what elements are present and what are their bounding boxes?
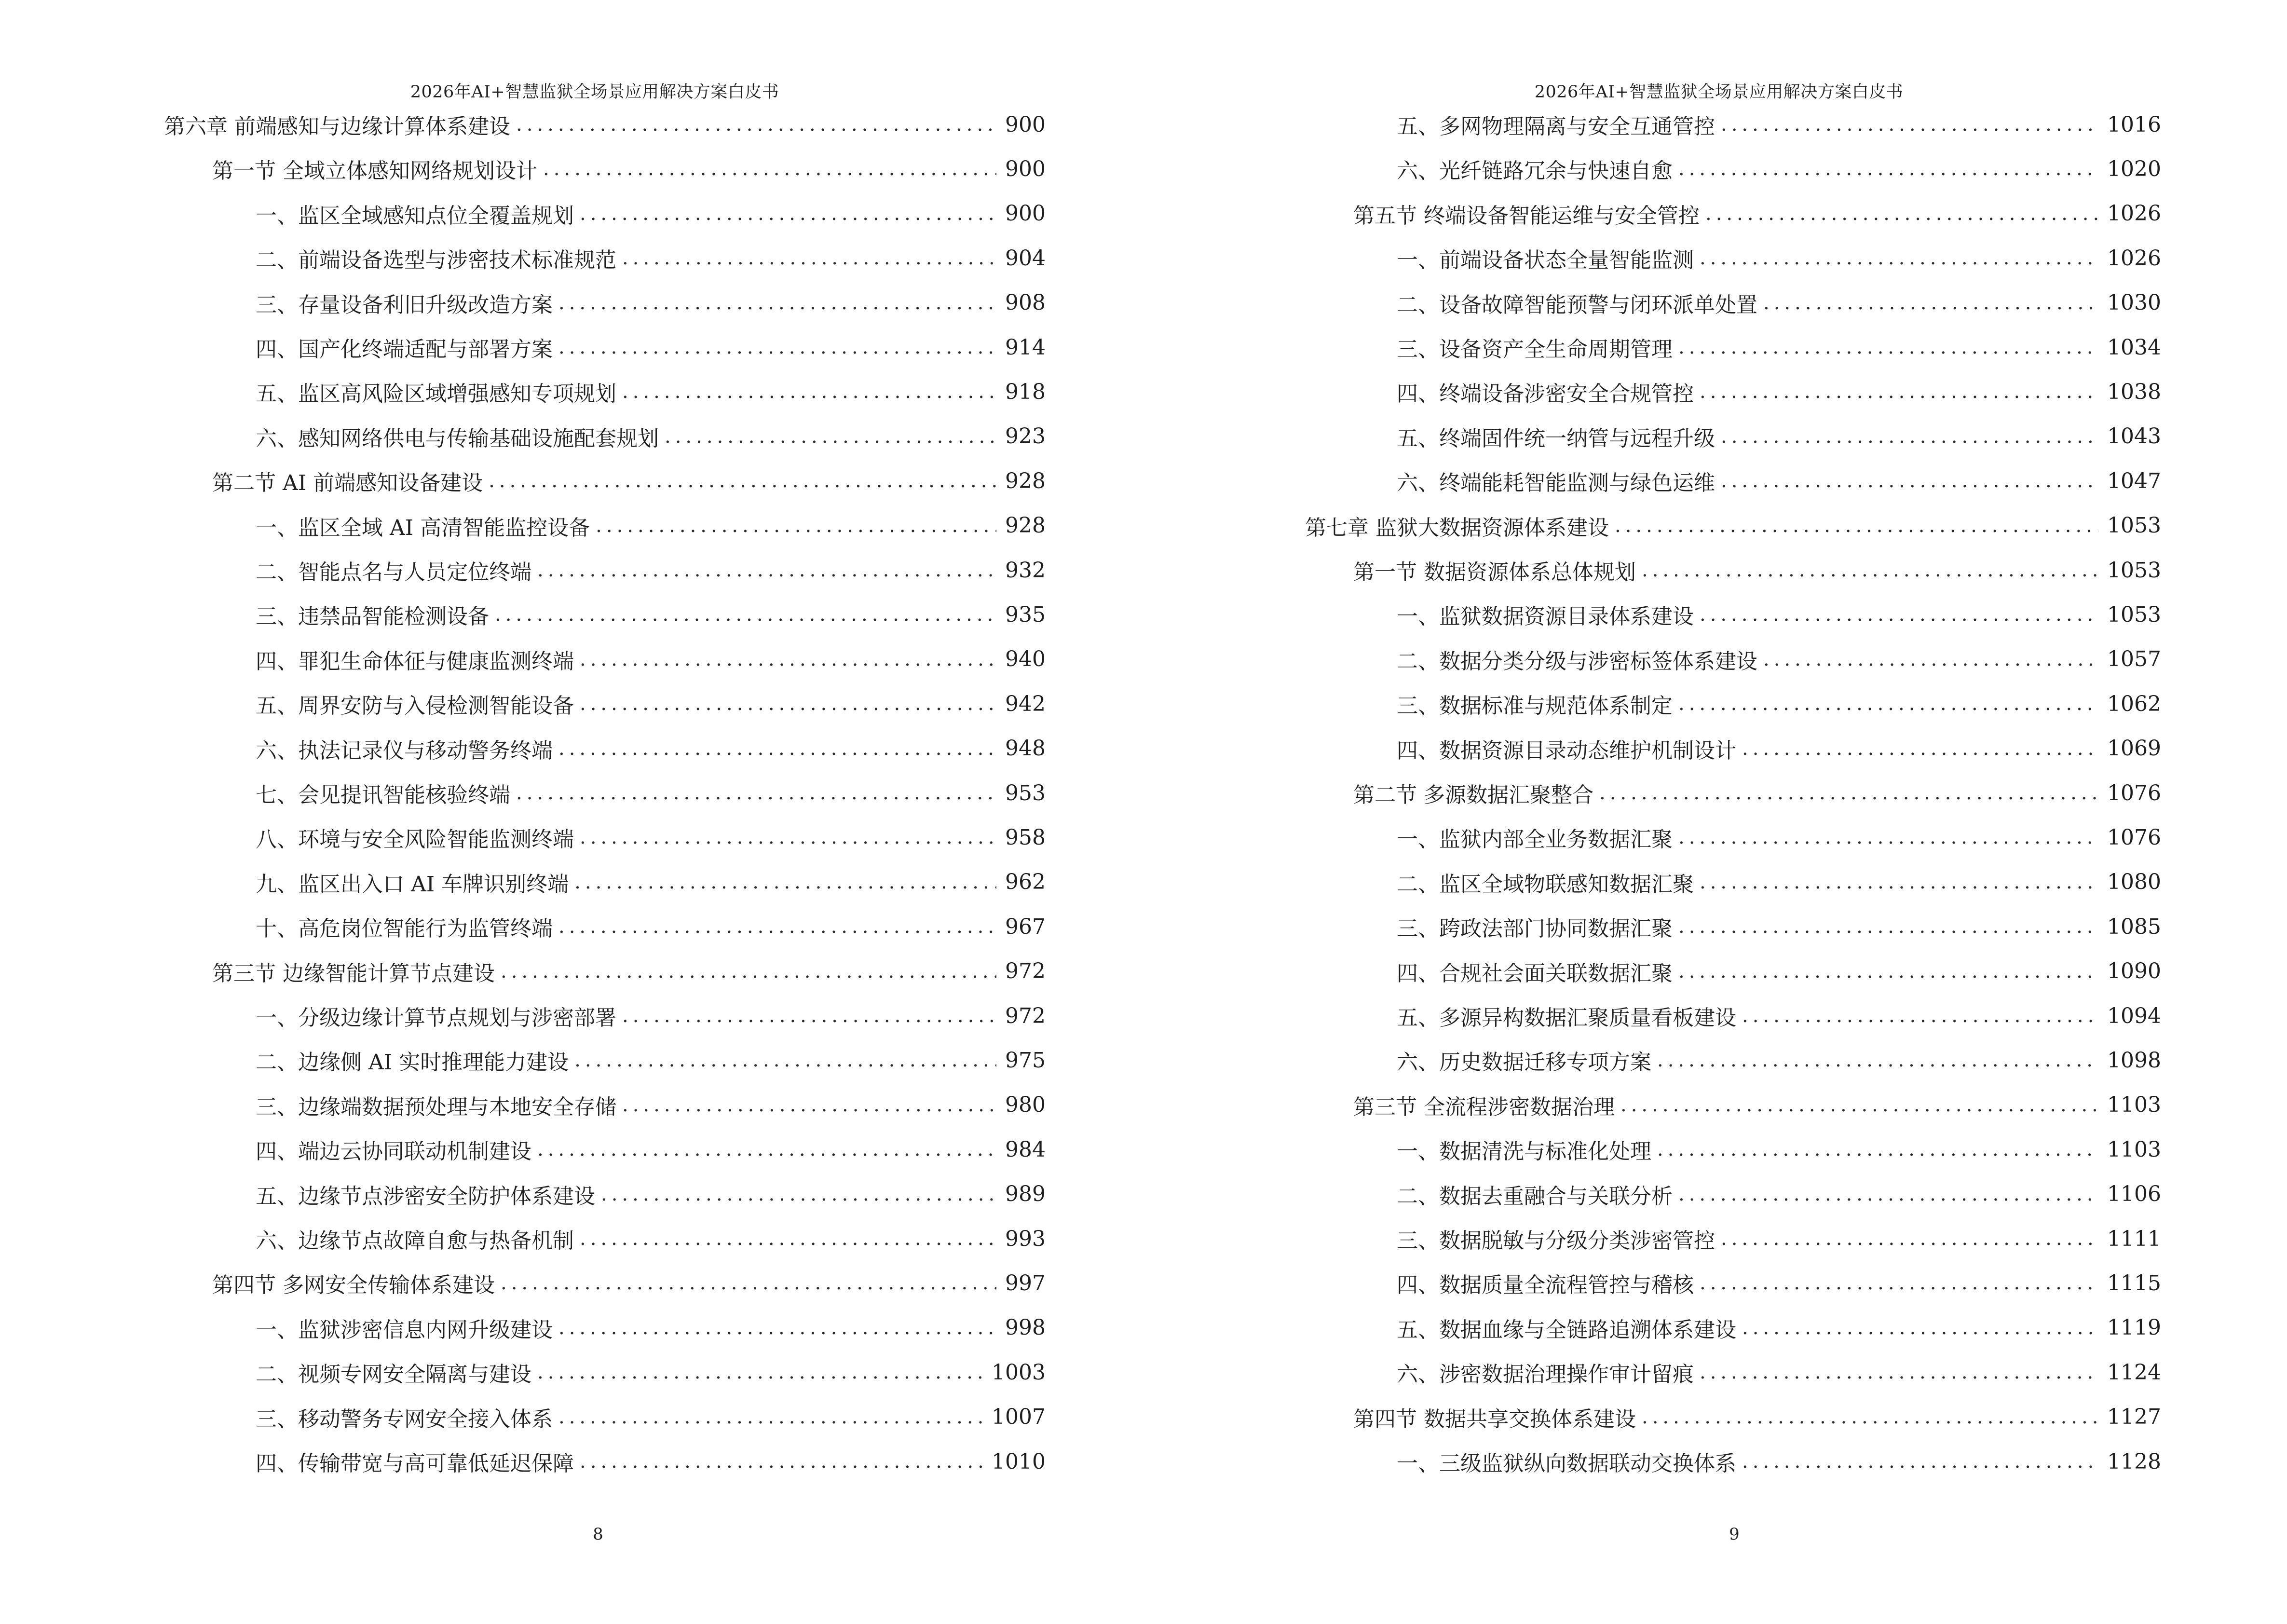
toc-entry-title: 三、存量设备利旧升级改造方案 — [256, 292, 553, 317]
toc-entry-item[interactable] — [1305, 645, 2161, 674]
toc-entry-title: 二、视频专网安全隔离与建设 — [256, 1362, 531, 1387]
toc-entry-title: 第三节 边缘智能计算节点建设 — [212, 961, 495, 986]
toc-leader-dots — [622, 1001, 996, 1030]
toc-entry-page: 1038 — [2107, 379, 2161, 404]
toc-leader-dots — [580, 645, 996, 674]
toc-entry-page: 1103 — [2107, 1137, 2161, 1162]
toc-entry-title: 一、前端设备状态全量智能监测 — [1397, 248, 1694, 273]
toc-entry-title: 六、终端能耗智能监测与绿色运维 — [1397, 471, 1715, 496]
toc-entry-page: 932 — [1005, 558, 1046, 583]
toc-entry-section[interactable] — [1305, 199, 2161, 228]
toc-leader-dots — [1700, 600, 2098, 629]
toc-entry-title: 四、传输带宽与高可靠低延迟保障 — [256, 1451, 574, 1476]
toc-entry-title: 一、监狱涉密信息内网升级建设 — [256, 1317, 553, 1342]
running-header: 2026年AI+智慧监狱全场景应用解决方案白皮书 — [410, 82, 779, 102]
toc-entry-item[interactable] — [164, 1135, 1046, 1164]
toc-entry-page: 1119 — [2107, 1315, 2161, 1340]
toc-entry-title: 五、周界安防与入侵检测智能设备 — [256, 694, 574, 719]
toc-entry-item[interactable] — [164, 199, 1046, 228]
toc-leader-dots — [501, 957, 996, 986]
toc-entry-title: 一、监狱内部全业务数据汇聚 — [1397, 827, 1673, 852]
toc-entry-page: 1085 — [2107, 914, 2161, 939]
toc-leader-dots — [537, 556, 996, 585]
toc-entry-page: 914 — [1005, 335, 1046, 360]
toc-leader-dots — [1763, 645, 2098, 674]
toc-entry-page: 958 — [1005, 825, 1046, 850]
toc-entry-title: 六、边缘节点故障自愈与热备机制 — [256, 1228, 574, 1253]
toc-entry-item[interactable] — [1305, 912, 2161, 941]
toc-entry-page: 984 — [1005, 1137, 1046, 1162]
toc-entry-title: 三、移动警务专网安全接入体系 — [256, 1406, 553, 1432]
toc-entry-item[interactable] — [1305, 154, 2161, 183]
toc-entry-title: 二、数据分类分级与涉密标签体系建设 — [1397, 649, 1757, 674]
toc-entry-section[interactable] — [1305, 1091, 2161, 1119]
toc-leader-dots — [596, 511, 996, 540]
toc-entry-item[interactable] — [1305, 1180, 2161, 1209]
toc-entry-title: 第四节 多网安全传输体系建设 — [212, 1273, 495, 1298]
toc-entry-title: 四、数据质量全流程管控与稽核 — [1397, 1273, 1694, 1298]
toc-entry-item[interactable] — [164, 645, 1046, 674]
toc-entry-page: 953 — [1005, 780, 1046, 805]
toc-entry-item[interactable] — [164, 1358, 1046, 1387]
toc-leader-dots — [622, 244, 996, 273]
toc-leader-dots — [516, 110, 996, 139]
toc-entry-page: 1076 — [2107, 780, 2161, 805]
toc-leader-dots — [574, 868, 996, 897]
toc-leader-dots — [622, 377, 996, 406]
toc-leader-dots — [543, 154, 996, 183]
toc-entry-page: 975 — [1005, 1048, 1046, 1073]
toc-entry-title: 二、设备故障智能预警与闭环派单处置 — [1397, 292, 1757, 317]
toc-entry-item[interactable] — [164, 778, 1046, 807]
toc-entry-item[interactable] — [164, 244, 1046, 273]
toc-leader-dots — [580, 823, 996, 852]
toc-entry-section[interactable] — [164, 466, 1046, 495]
toc-leader-dots — [574, 1046, 996, 1075]
toc-entry-page: 962 — [1005, 870, 1046, 895]
toc-entry-page: 1111 — [2107, 1226, 2161, 1251]
toc-entry-title: 四、端边云协同联动机制建设 — [256, 1139, 531, 1164]
toc-entry-section[interactable] — [164, 957, 1046, 986]
toc-entry-page: 1127 — [2107, 1405, 2161, 1430]
toc-entry-page: 1016 — [2107, 112, 2161, 137]
toc-entry-page: 942 — [1005, 691, 1046, 716]
toc-entry-title: 第五节 终端设备智能运维与安全管控 — [1353, 203, 1700, 228]
toc-entry-title: 二、监区全域物联感知数据汇聚 — [1397, 872, 1694, 897]
toc-entry-title: 一、数据清洗与标准化处理 — [1397, 1139, 1651, 1164]
toc-entry-item[interactable] — [164, 1180, 1046, 1209]
toc-entry-item[interactable] — [164, 734, 1046, 763]
toc-leader-dots — [558, 288, 996, 317]
toc-entry-title: 第六章 前端感知与边缘计算体系建设 — [164, 114, 510, 139]
toc-leader-dots — [558, 734, 996, 763]
toc-entry-item[interactable] — [164, 1091, 1046, 1119]
toc-entry-item[interactable] — [1305, 1269, 2161, 1297]
toc-entry-page: 1010 — [992, 1449, 1046, 1474]
toc-leader-dots — [1742, 1447, 2098, 1476]
toc-leader-dots — [1599, 778, 2098, 807]
toc-leader-dots — [537, 1135, 996, 1164]
toc-entry-page: 1128 — [2107, 1449, 2161, 1474]
toc-entry-title: 三、违禁品智能检测设备 — [256, 604, 489, 629]
toc-leader-dots — [622, 1091, 996, 1119]
toc-leader-dots — [1721, 466, 2098, 495]
toc-entry-item[interactable] — [164, 556, 1046, 585]
toc-entry-title: 六、历史数据迁移专项方案 — [1397, 1050, 1651, 1075]
toc-leader-dots — [601, 1180, 996, 1209]
toc-leader-dots — [1700, 1358, 2098, 1387]
toc-entry-item[interactable] — [1305, 734, 2161, 763]
toc-entry-item[interactable] — [1305, 333, 2161, 362]
toc-entry-page: 928 — [1005, 513, 1046, 538]
toc-leader-dots — [558, 333, 996, 362]
toc-entry-title: 十、高危岗位智能行为监管终端 — [256, 916, 553, 942]
toc-entry-page: 1047 — [2107, 468, 2161, 493]
toc-leader-dots — [1742, 1001, 2098, 1030]
toc-entry-page: 918 — [1005, 379, 1046, 404]
toc-entry-item[interactable] — [1305, 1447, 2161, 1476]
toc-entry-title: 三、跨政法部门协同数据汇聚 — [1397, 916, 1673, 942]
toc-entry-item[interactable] — [164, 1313, 1046, 1342]
toc-entry-page: 1053 — [2107, 513, 2161, 538]
toc-leader-dots — [580, 1447, 983, 1476]
toc-entry-page: 1094 — [2107, 1003, 2161, 1028]
toc-entry-title: 一、监区全域感知点位全覆盖规划 — [256, 203, 574, 228]
toc-entry-item[interactable] — [1305, 110, 2161, 139]
toc-entry-page: 998 — [1005, 1315, 1046, 1340]
toc-entry-page: 948 — [1005, 736, 1046, 761]
toc-entry-title: 四、国产化终端适配与部署方案 — [256, 337, 553, 362]
toc-leader-dots — [1705, 199, 2098, 228]
toc-leader-dots — [1642, 556, 2098, 585]
toc-entry-item[interactable] — [164, 912, 1046, 941]
toc-leader-dots — [558, 1403, 983, 1432]
toc-entry-title: 三、设备资产全生命周期管理 — [1397, 337, 1673, 362]
toc-entry-title: 五、边缘节点涉密安全防护体系建设 — [256, 1184, 595, 1209]
toc-entry-item[interactable] — [1305, 244, 2161, 273]
toc-entry-page: 967 — [1005, 914, 1046, 939]
toc-entry-title: 三、数据脱敏与分级分类涉密管控 — [1397, 1228, 1715, 1253]
toc-entry-title: 第二节 多源数据汇聚整合 — [1353, 783, 1593, 807]
toc-leader-dots — [1700, 868, 2098, 897]
toc-entry-page: 1007 — [992, 1405, 1046, 1430]
toc-entry-title: 六、涉密数据治理操作审计留痕 — [1397, 1362, 1694, 1387]
toc-entry-title: 五、多网物理隔离与安全互通管控 — [1397, 114, 1715, 139]
toc-entry-item[interactable] — [1305, 957, 2161, 986]
toc-entry-page: 972 — [1005, 959, 1046, 984]
toc-entry-item[interactable] — [1305, 377, 2161, 406]
toc-entry-page: 900 — [1005, 112, 1046, 137]
toc-entry-page: 1030 — [2107, 290, 2161, 315]
toc-leader-dots — [1657, 1046, 2098, 1075]
toc-leader-dots — [1742, 734, 2098, 763]
toc-entry-title: 一、分级边缘计算节点规划与涉密部署 — [256, 1006, 616, 1030]
toc-entry-item[interactable] — [164, 823, 1046, 852]
toc-entry-section[interactable] — [164, 154, 1046, 183]
toc-entry-item[interactable] — [164, 1403, 1046, 1432]
toc-leader-dots — [1678, 1180, 2098, 1209]
toc-entry-page: 928 — [1005, 468, 1046, 493]
toc-entry-item[interactable] — [1305, 600, 2161, 629]
toc-entry-item[interactable] — [164, 333, 1046, 362]
toc-entry-page: 1053 — [2107, 602, 2161, 627]
toc-entry-item[interactable] — [1305, 868, 2161, 897]
toc-page-right — [1144, 0, 2287, 1624]
toc-entry-title: 第七章 监狱大数据资源体系建设 — [1305, 515, 1609, 540]
toc-entry-title: 第一节 数据资源体系总体规划 — [1353, 560, 1636, 585]
toc-entry-item[interactable] — [164, 868, 1046, 897]
toc-entry-item[interactable] — [164, 689, 1046, 718]
toc-entry-title: 二、智能点名与人员定位终端 — [256, 560, 531, 585]
toc-entry-page: 1103 — [2107, 1092, 2161, 1118]
running-header: 2026年AI+智慧监狱全场景应用解决方案白皮书 — [1534, 82, 1904, 102]
toc-entry-page: 972 — [1005, 1003, 1046, 1028]
toc-entry-title: 五、终端固件统一纳管与远程升级 — [1397, 426, 1715, 451]
toc-leader-dots — [580, 1224, 996, 1253]
toc-leader-dots — [1642, 1403, 2098, 1432]
page-number: 9 — [1729, 1525, 1740, 1544]
toc-entry-page: 1034 — [2107, 335, 2161, 360]
toc-entry-item[interactable] — [164, 600, 1046, 629]
toc-entry-page: 1057 — [2107, 647, 2161, 672]
toc-leader-dots — [1763, 288, 2098, 317]
toc-entry-title: 第三节 全流程涉密数据治理 — [1353, 1094, 1615, 1119]
toc-leader-dots — [1700, 377, 2098, 406]
toc-leader-dots — [1678, 823, 2098, 852]
toc-leader-dots — [1678, 957, 2098, 986]
toc-leader-dots — [1678, 912, 2098, 941]
toc-entry-page: 1020 — [2107, 156, 2161, 181]
toc-entry-item[interactable] — [164, 1001, 1046, 1030]
toc-entry-title: 四、终端设备涉密安全合规管控 — [1397, 382, 1694, 407]
toc-entry-page: 1026 — [2107, 201, 2161, 226]
toc-entry-title: 二、前端设备选型与涉密技术标准规范 — [256, 248, 616, 273]
toc-entry-page: 989 — [1005, 1182, 1046, 1207]
toc-entry-item[interactable] — [164, 1046, 1046, 1075]
toc-leader-dots — [489, 466, 996, 495]
toc-entry-title: 五、数据血缘与全链路追溯体系建设 — [1397, 1317, 1736, 1342]
toc-entry-title: 第一节 全域立体感知网络规划设计 — [212, 159, 537, 184]
toc-leader-dots — [580, 199, 996, 228]
toc-leader-dots — [495, 600, 996, 629]
toc-entry-page: 1106 — [2107, 1182, 2161, 1207]
toc-entry-item[interactable] — [164, 377, 1046, 406]
toc-entry-item[interactable] — [164, 422, 1046, 451]
toc-entry-title: 第四节 数据共享交换体系建设 — [1353, 1406, 1636, 1432]
toc-entry-page: 1003 — [992, 1360, 1046, 1385]
toc-entry-page: 1076 — [2107, 825, 2161, 850]
toc-leader-dots — [537, 1358, 983, 1387]
toc-leader-dots — [665, 422, 996, 451]
toc-entry-item[interactable] — [1305, 689, 2161, 718]
toc-entry-page: 900 — [1005, 201, 1046, 226]
toc-leader-dots — [1615, 511, 2098, 540]
toc-leader-dots — [1678, 154, 2098, 183]
toc-entry-item[interactable] — [1305, 823, 2161, 852]
toc-entry-item[interactable] — [1305, 1313, 2161, 1342]
toc-entry-page: 904 — [1005, 246, 1046, 271]
toc-entry-item[interactable] — [1305, 422, 2161, 451]
toc-entry-item[interactable] — [1305, 466, 2161, 495]
toc-leader-dots — [516, 778, 996, 807]
toc-leader-dots — [580, 689, 996, 718]
toc-entry-page: 1124 — [2107, 1360, 2161, 1385]
toc-entry-item[interactable] — [1305, 288, 2161, 317]
toc-entry-chapter[interactable] — [1305, 511, 2161, 540]
toc-entry-page: 997 — [1005, 1270, 1046, 1296]
toc-leader-dots — [558, 1313, 996, 1342]
toc-leader-dots — [1721, 1224, 2098, 1253]
toc-entry-title: 第二节 AI 前端感知设备建设 — [212, 471, 483, 496]
toc-leader-dots — [501, 1269, 996, 1297]
toc-entry-title: 七、会见提讯智能核验终端 — [256, 783, 510, 807]
toc-entry-item[interactable] — [1305, 1358, 2161, 1387]
toc-entry-title: 三、边缘端数据预处理与本地安全存储 — [256, 1094, 616, 1119]
toc-entry-page: 1053 — [2107, 558, 2161, 583]
toc-leader-dots — [1657, 1135, 2098, 1164]
toc-entry-item[interactable] — [1305, 1046, 2161, 1075]
toc-leader-dots — [1721, 110, 2098, 139]
toc-entry-title: 八、环境与安全风险智能监测终端 — [256, 827, 574, 852]
toc-entry-page: 1043 — [2107, 424, 2161, 449]
toc-entry-section[interactable] — [1305, 1403, 2161, 1432]
toc-entry-page: 1069 — [2107, 736, 2161, 761]
toc-leader-dots — [1700, 244, 2098, 273]
toc-entry-section[interactable] — [1305, 778, 2161, 807]
toc-entry-page: 923 — [1005, 424, 1046, 449]
toc-entry-title: 一、三级监狱纵向数据联动交换体系 — [1397, 1451, 1736, 1476]
toc-entry-page: 980 — [1005, 1092, 1046, 1118]
toc-entry-section[interactable] — [1305, 556, 2161, 585]
toc-entry-page: 1062 — [2107, 691, 2161, 716]
toc-entry-item[interactable] — [164, 288, 1046, 317]
toc-entry-page: 908 — [1005, 290, 1046, 315]
toc-entry-title: 九、监区出入口 AI 车牌识别终端 — [256, 872, 569, 897]
toc-entry-item[interactable] — [164, 511, 1046, 540]
toc-entry-page: 1115 — [2107, 1270, 2161, 1296]
toc-entry-item[interactable] — [164, 1224, 1046, 1253]
toc-entry-page: 993 — [1005, 1226, 1046, 1251]
toc-entry-page: 1026 — [2107, 246, 2161, 271]
toc-leader-dots — [1742, 1313, 2098, 1342]
toc-leader-dots — [1678, 689, 2098, 718]
toc-leader-dots — [1620, 1091, 2098, 1119]
toc-entry-section[interactable] — [164, 1269, 1046, 1297]
toc-entry-page: 1090 — [2107, 959, 2161, 984]
toc-entry-chapter[interactable] — [164, 110, 1046, 139]
page-number: 8 — [593, 1525, 603, 1544]
toc-entry-title: 六、执法记录仪与移动警务终端 — [256, 738, 553, 763]
toc-entry-item[interactable] — [1305, 1001, 2161, 1030]
toc-leader-dots — [558, 912, 996, 941]
toc-entry-item[interactable] — [1305, 1135, 2161, 1164]
toc-entry-page: 940 — [1005, 647, 1046, 672]
toc-leader-dots — [1678, 333, 2098, 362]
toc-entry-title: 六、感知网络供电与传输基础设施配套规划 — [256, 426, 659, 451]
toc-entry-title: 四、合规社会面关联数据汇聚 — [1397, 961, 1673, 986]
toc-entry-title: 三、数据标准与规范体系制定 — [1397, 694, 1673, 719]
toc-entry-title: 五、多源异构数据汇聚质量看板建设 — [1397, 1006, 1736, 1030]
toc-leader-dots — [1721, 422, 2098, 451]
toc-entry-page: 935 — [1005, 602, 1046, 627]
toc-entry-title: 二、数据去重融合与关联分析 — [1397, 1184, 1673, 1209]
toc-entry-title: 二、边缘侧 AI 实时推理能力建设 — [256, 1050, 569, 1075]
toc-entry-title: 五、监区高风险区域增强感知专项规划 — [256, 382, 616, 407]
toc-entry-page: 900 — [1005, 156, 1046, 181]
toc-entry-page: 1080 — [2107, 870, 2161, 895]
toc-entry-title: 一、监狱数据资源目录体系建设 — [1397, 604, 1694, 629]
toc-leader-dots — [1700, 1269, 2098, 1297]
toc-entry-title: 四、罪犯生命体征与健康监测终端 — [256, 649, 574, 674]
toc-entry-title: 六、光纤链路冗余与快速自愈 — [1397, 159, 1673, 184]
toc-entry-item[interactable] — [164, 1447, 1046, 1476]
toc-entry-page: 1098 — [2107, 1048, 2161, 1073]
toc-entry-item[interactable] — [1305, 1224, 2161, 1253]
toc-entry-title: 四、数据资源目录动态维护机制设计 — [1397, 738, 1736, 763]
toc-entry-title: 一、监区全域 AI 高清智能监控设备 — [256, 515, 590, 540]
